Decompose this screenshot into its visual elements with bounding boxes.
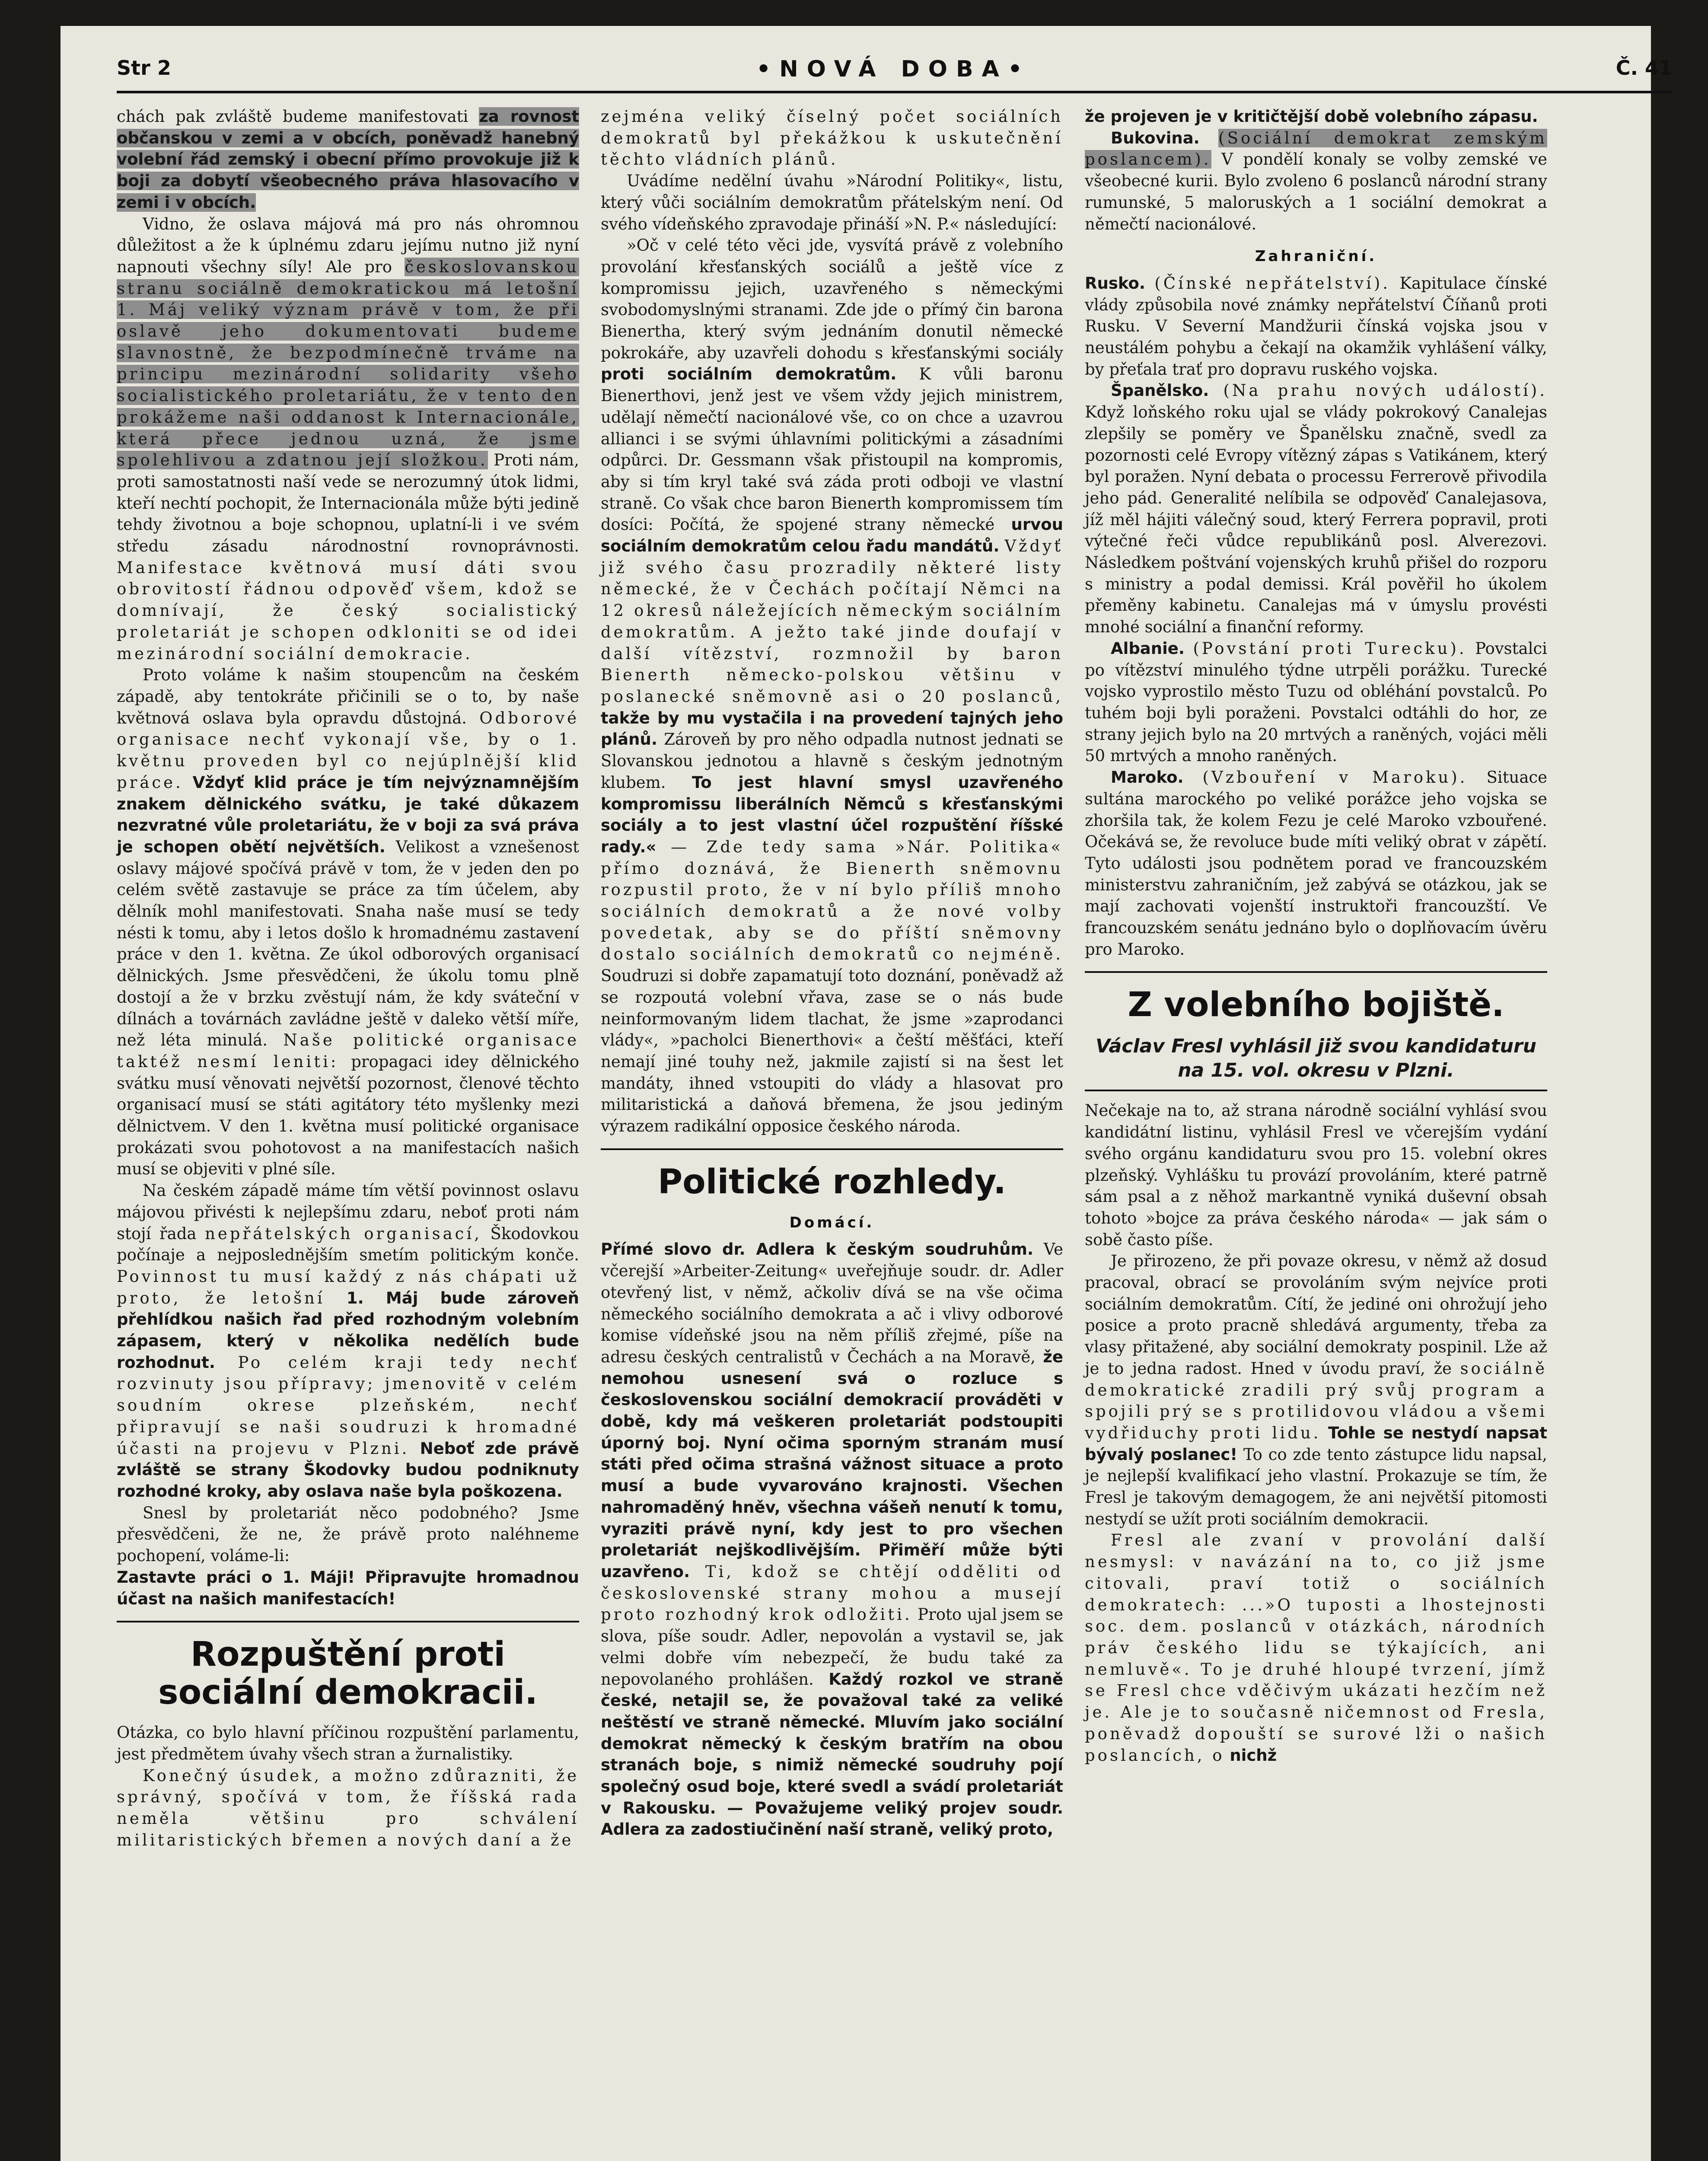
- masthead: [117, 56, 1673, 93]
- divider: [117, 1621, 579, 1622]
- paragraph: Je přirozeno, že při povaze okresu, v němž až dosud pracoval, obrací se provoláním svým nejvíce proti sociálním demokratům. Cítí, že jediné oni ohrožují jeho posice a proto pracně shledává argumenty, třeba za vlasy přitažené, aby sociální demokraty pospinil. Lže až je to jedna radost. Hned v úvodu praví, že sociálně demokratické zradili prý svůj program a spojili prý se s protilidovou vládou a všemi vydřiduchy proti lidu. Tohle se nestydí napsat bývalý poslanec! To co zde tento zástupce lidu napsal, je nejlepší kvalifikací jeho vlastní. Prokazuje se tím, že Fresl je takovým demagogem, že ani největší pitomosti nestydí se užít proti sociálním demokracii.: [1085, 1252, 1548, 1528]
- highlighted-text: za rovnost občanskou v zemi a v obcích, poněvadž hanebný volební řád zemský i obecní přímo provokuje již k boji za dobytí všeobecného práva hlasovacího v zemi i v obcích.: [117, 107, 580, 212]
- newspaper-title: •NOVÁ DOBA•: [756, 56, 1031, 82]
- paragraph: Nečekaje na to, až strana národně sociální vyhlásí svou kandidátní listinu, vyhlásil Fresl ve včerejším vydání svého orgánu kandidaturu svou pro 15. volební okres plzeňský. Vyhlášku tu provází provoláním, které patrně sám psal a z něhož markantně vyniká duševní obsah tohoto »bojce za práva českého národa« — jak sám o sobě často píše.: [1085, 1101, 1547, 1249]
- news-item: Albanie. (Povstání proti Turecku). Povstalci po vítězství minulého týdne utrpěli porážku. Turecké vojsko vyprostilo město Tuzu od obléhání povstalců. Po tuhém boji byli poraženi. Povstalci odtáhli do hor, ze strany jejich bylo na 20 mrtvých a raněných, vojáci měli 50 mrtvých a mnoho raněných.: [1085, 639, 1547, 765]
- news-item: Bukovina. (Sociální demokrat zemským poslancem). V pondělí konaly se volby zemské ve všeobecné kurii. Bylo zvoleno 6 poslanců národní strany rumunské, 5 maloruských a 1 sociální demokrat a němečtí nacionálové.: [1085, 128, 1548, 233]
- section-headline: Z volebního bojiště.: [1128, 985, 1504, 1025]
- divider: [1085, 971, 1547, 973]
- paragraph: Vidno, že oslava májová má pro nás ohromnou důležitost a že k úplnému zdaru jejímu nutno již nyní napnouti všechny síly! Ale pro českoslovanskou stranu sociálně demokratickou má letošní 1. Máj veliký význam právě v tom, že při oslavě jeho dokumentovati budeme slavnostně, že bezpodmínečně trváme na principu mezinárodní solidarity všeho socialistického proletariátu, že v tento den prokážeme naši oddanost k Internacionále, která přece jednou uzná, že jsme spolehlivou a zdatnou její složkou. Proti nám, proti samostatnosti naší vede se nerozumný útok lidmi, kteří nechtí pochopit, že Internacionála může býti jedině tehdy životnou a boje schopnou, uplatní-li i ve svém středu zásadu národnostní rovnoprávnosti. Manifestace květnová musí dáti svou obrovitostí řádnou odpověď všem, kdož se domnívají, že český socialistický proletariát je schopen odkloniti se od idei mezinárodní sociální demokracie.: [117, 214, 580, 663]
- newspaper-page: [61, 26, 1673, 2161]
- news-item: Maroko. (Vzbouření v Maroku). Situace sultána marockého po veliké porážce jeho vojska se zhoršila tak, že kolem Fezu je celé Maroko vzbouřené. Očekává se, že revoluce bude míti veliký obrat v zápětí. Tyto události jsou podnětem porad ve francouzském ministerstvu zahraničním, jež zabývá se otázkou, jak se mají zachovati vojenští instruktoři francouzští. Ve francouzském senátu jednáno bylo o doplňovacím úvěru pro Maroko.: [1085, 768, 1547, 959]
- column-2: [601, 106, 1063, 2161]
- call-to-action: Zastavte práci o 1. Máji! Připravujte hromadnou účast na našich manifestacích!: [117, 1568, 579, 1608]
- page-number: Str 2: [117, 56, 171, 80]
- paragraph: Uvádíme nedělní úvahu »Národní Politiky«, listu, který vůči sociálním demokratům přátelským není. Od svého vídeňského zpravodaje přináší »N. P.« následující:: [601, 172, 1063, 233]
- article-headline: Rozpuštění proti sociální demokracii.: [158, 1635, 538, 1712]
- column-3: [1085, 106, 1547, 2161]
- news-item: Rusko. (Čínské nepřátelství). Kapitulace čínské vlády způsobila nové známky nepřátelství Číňanů proti Rusku. V Severní Mandžurii čínská vojska jsou v neustálém pohybu a čekají na okamžik vyhlášení války, by přeťala trať pro dopravu ruského vojska.: [1085, 274, 1547, 379]
- news-item: Španělsko. (Na prahu nových událostí). Když loňského roku ujal se vlády pokrokový Canalejas zlepšily se poměry ve Španělsku značně, svedl za pozornosti celé Evropy vítězný zápas s Vatikánem, který byl poražen. Nyní debata o processu Ferrerově přivodila jeho pád. Generalité nelíbila se odpověď Canalejasova, jíž měl hájiti válečný soud, který Ferrera popravil, proti výtečné řeči vůdce republikánů posl. Alverezovi. Následkem poštvání vojenských kruhů přišel do rozporu s ministry a podal demissi. Král pověřil ho úkolem přeměny kabinetu. Canalejas má v úmyslu provésti mnohé sociální a finanční reformy.: [1085, 381, 1547, 637]
- issue-number: Č. 41: [1616, 56, 1673, 80]
- paragraph: Na českém západě máme tím větší povinnost oslavu májovou přivésti k nejlepšímu zdaru, neboť proti nám stojí řada nepřátelských organisací, Škodovkou počínaje a nejposlednějším smetím politickým konče. Povinnost tu musí každý z nás chápati už proto, že letošní 1. Máj bude zároveň přehlídkou našich řad před rozhodným volebním zápasem, který v několika nedělích bude rozhodnut. Po celém kraji tedy nechť rozvinuty jsou přípravy; jmenovitě v celém soudním okrese plzeňském, nechť připravují se naši soudruzi k hromadné účasti na projevu v Plzni. Neboť zde právě zvláště se strany Škodovky budou podniknuty rozhodné kroky, aby oslava naše byla poškozena.: [117, 1181, 580, 1501]
- subsection-heading: Domácí.: [789, 1214, 875, 1231]
- paragraph: Otázka, co bylo hlavní příčinou rozpuštění parlamentu, jest předmětem úvahy všech stran a žurnalistiky.: [117, 1723, 579, 1763]
- paragraph: Snesl by proletariát něco podobného? Jsme přesvědčeni, že ne, že právě proto naléhneme pochopení, voláme-li:: [117, 1503, 579, 1565]
- paragraph: chách pak zvláště budeme manifestovati za rovnost občanskou v zemi a v obcích, poněvadž hanebný volební řád zemský i obecní přímo provokuje již k boji za dobytí všeobecného práva hlasovacího v zemi i v obcích.: [117, 107, 580, 212]
- paragraph: zejména veliký číselný počet sociálních demokratů byl překážkou k uskutečnění těchto vládních plánů.: [601, 107, 1063, 169]
- divider: [601, 1148, 1063, 1150]
- column-1: [117, 106, 579, 2161]
- paragraph: že projeven je v kritičtější době volebního zápasu.: [1085, 107, 1538, 126]
- quoted-paragraph: »Oč v celé této věci jde, vysvítá právě z volebního provolání křesťanských sociálů a ještě více z kompromissu jejich, uzavřeného s německými svobodomyslnými stranami. Zde jde o přímý čin barona Bienertha, který svým jednáním donutil německé pokrokáře, aby uzavřeli dohodu s křesťanskými sociály proti sociálním demokratům. K vůli baronu Bienerthovi, jenž jest ve všem vždy jejich ministrem, udělají němečtí nacionálové vše, co on chce a uzavrou allianci i se svými úhlavními politickými a zásadními odpůrci. Dr. Gessmann však přistoupil na kompromis, aby si tím kryl také svá záda proti odboji ve vlastní straně. Co však chce baron Bienerth kompromissem tím dosíci: Počítá, že spojené strany německé urvou sociálním demokratům celou řadu mandátů. Vždyť již svého času prozradily některé listy německé, že v Čechách počítají Němci na 12 okresů náležejících německým sociálním demokratům. A ježto také jinde doufají v další vítězství, rozmnožil by baron Bienerth německo-polskou většinu v poslanecké sněmovně asi o 20 poslanců, takže by mu vystačila i na provedení tajných jeho plánů. Zároveň by pro něho odpadla nutnost jednati se Slovanskou jednotou a hlavně s českým jednotným klubem. To jest hlavní smysl uzavřeného kompromissu liberálních Němců s křesťanskými sociály a to jest vlastní účel rozpuštění říšské rady.« — Zde tedy sama »Nár. Politika« přímo doznává, že Bienerth sněmovnu rozpustil proto, že v ní bylo příliš mnoho sociálních demokratů a že nové volby povedetak, aby se do příští sněmovny dostalo sociálních demokratů co nejméně. Soudruzi si dobře zapamatují toto doznání, poněvadž až se rozpoutá volební vřava, zase se o nás bude neinformovaným lidem tlachat, že jsme »zaprodanci vlády«, »pacholci Bienerthovi« a čeští měšťáci, kteří nemají jiné touhy než, jakmile zajistí si na šest let mandáty, ihned vstoupiti do vlády a hlasovat pro militaristická a daňová břemena, že jsou jediným výrazem radikální opposice českého národa.: [601, 236, 1064, 1136]
- paragraph: Proto voláme k našim stoupencům na českém západě, aby tentokráte přičinili se o to, by naše květnová oslava byla opravdu důstojná. Odborové organisace nechť vykonají vše, by o 1. květnu proveden byl co nejúplnější klid práce. Vždyť klid práce je tím nejvýznamnějším znakem dělnického svátku, je také důkazem nezvratné vůle proletariátu, že v boji za svá práva je schopen obětí největších. Velikost a vznešenost oslavy májové spočívá právě v tom, že v jeden den po celém světě zastavuje se práce za tím účelem, aby dělník mohl manifestovati. Snaha naše musí se tedy nésti k tomu, aby i letos došlo k hromadnému zastavení práce v den 1. května. Ze úkol odborových organisací dělnických. Jsme přesvědčeni, že úkolu tomu plně dostojí a že v brzku zvěstují nám, že kdy sváteční v dílnách a továrnách zavládne ještě v daleko větší míře, než léta minulá. Naše politické organisace taktéž nesmí leniti: propagaci idey dělnického svátku musí věnovati největší pozornost, členové těchto organisací musí se státi agitátory této myšlenky mezi dělnictvem. V den 1. května musí politické organisace prokázati svou pohotovost a na manifestacích našich musí se objeviti v plné síle.: [117, 666, 580, 1179]
- paragraph: Přímé slovo dr. Adlera k českým soudruhům. Ve včerejší »Arbeiter-Zeitung« uveřejňuje soudr. dr. Adler otevřený list, v němž, ačkoliv dívá se na vše očima německého sociálního demokrata a ač i vlivy odborové komise vídeňské jsou na něm příliš zřejmé, píše na adresu českých centralistů v Čechách a na Moravě, že nemohou usnesení svá o rozluce s československou sociální demokracií prováděti v době, kdy má veškeren proletariát podstoupiti úporný boj. Nyní očima sporným stranám musí státi před očima strašná vážnost situace a proto musí a bude vyvarováno krajnosti. Všechen nahromaděný hněv, všechna vášeň nenutí k tomu, vyraziti právě nyní, kdy jest to pro všechen proletariát nejškodlivějším. Přiměří může býti uzavřeno. Ti, kdož se chtějí odděliti od československé strany mohou a musejí proto rozhodný krok odložiti. Proto ujal jsem se slova, píše soudr. Adler, nepovolán a vystavil se, jak velmi dobře vím nebezpečí, že budu také za nepovolaného prohlášen. Každý rozkol ve straně české, netajil se, že považoval také za veliké neštěstí ve straně německé. Mluvím jako sociální demokrat německý k českým bratřím na obou stranách boje, s nimiž německé soudruhy pojí společný osud boje, které svedl a svádí proletariát v Rakousku. — Považujeme veliký projev soudr. Adlera za zadostiučinění naší straně, veliký proto,: [601, 1240, 1063, 1839]
- paragraph: Fresl ale zvaní v provolání další nesmysl: v navázání na to, co již jsme citovali, praví totiž o sociálních demokratech: ...»O tuposti a lhostejnosti soc. dem. poslanců v otázkách, národních práv českého lidu se týkajících, ani nemluvě«. To je druhé hloupé tvrzení, jímž se Fresl chce vděčivým ukázati hezčím než je. Ale je to současně ničemnost od Fresla, poněvadž dopouští se surové lži o našich poslancích, o nichž: [1085, 1531, 1547, 1765]
- subsection-heading: Zahraniční.: [1255, 248, 1377, 265]
- paragraph: Konečný úsudek, a možno zdůrazniti, že správný, spočívá v tom, že říšská rada neměla většinu pro schválení militaristických břemen a nových daní a že: [117, 1766, 579, 1849]
- article-deck: Václav Fresl vyhlásil již svou kandidaturu na 15. vol. okresu v Plzni.: [1085, 1034, 1547, 1091]
- section-headline: Politické rozhledy.: [657, 1162, 1007, 1202]
